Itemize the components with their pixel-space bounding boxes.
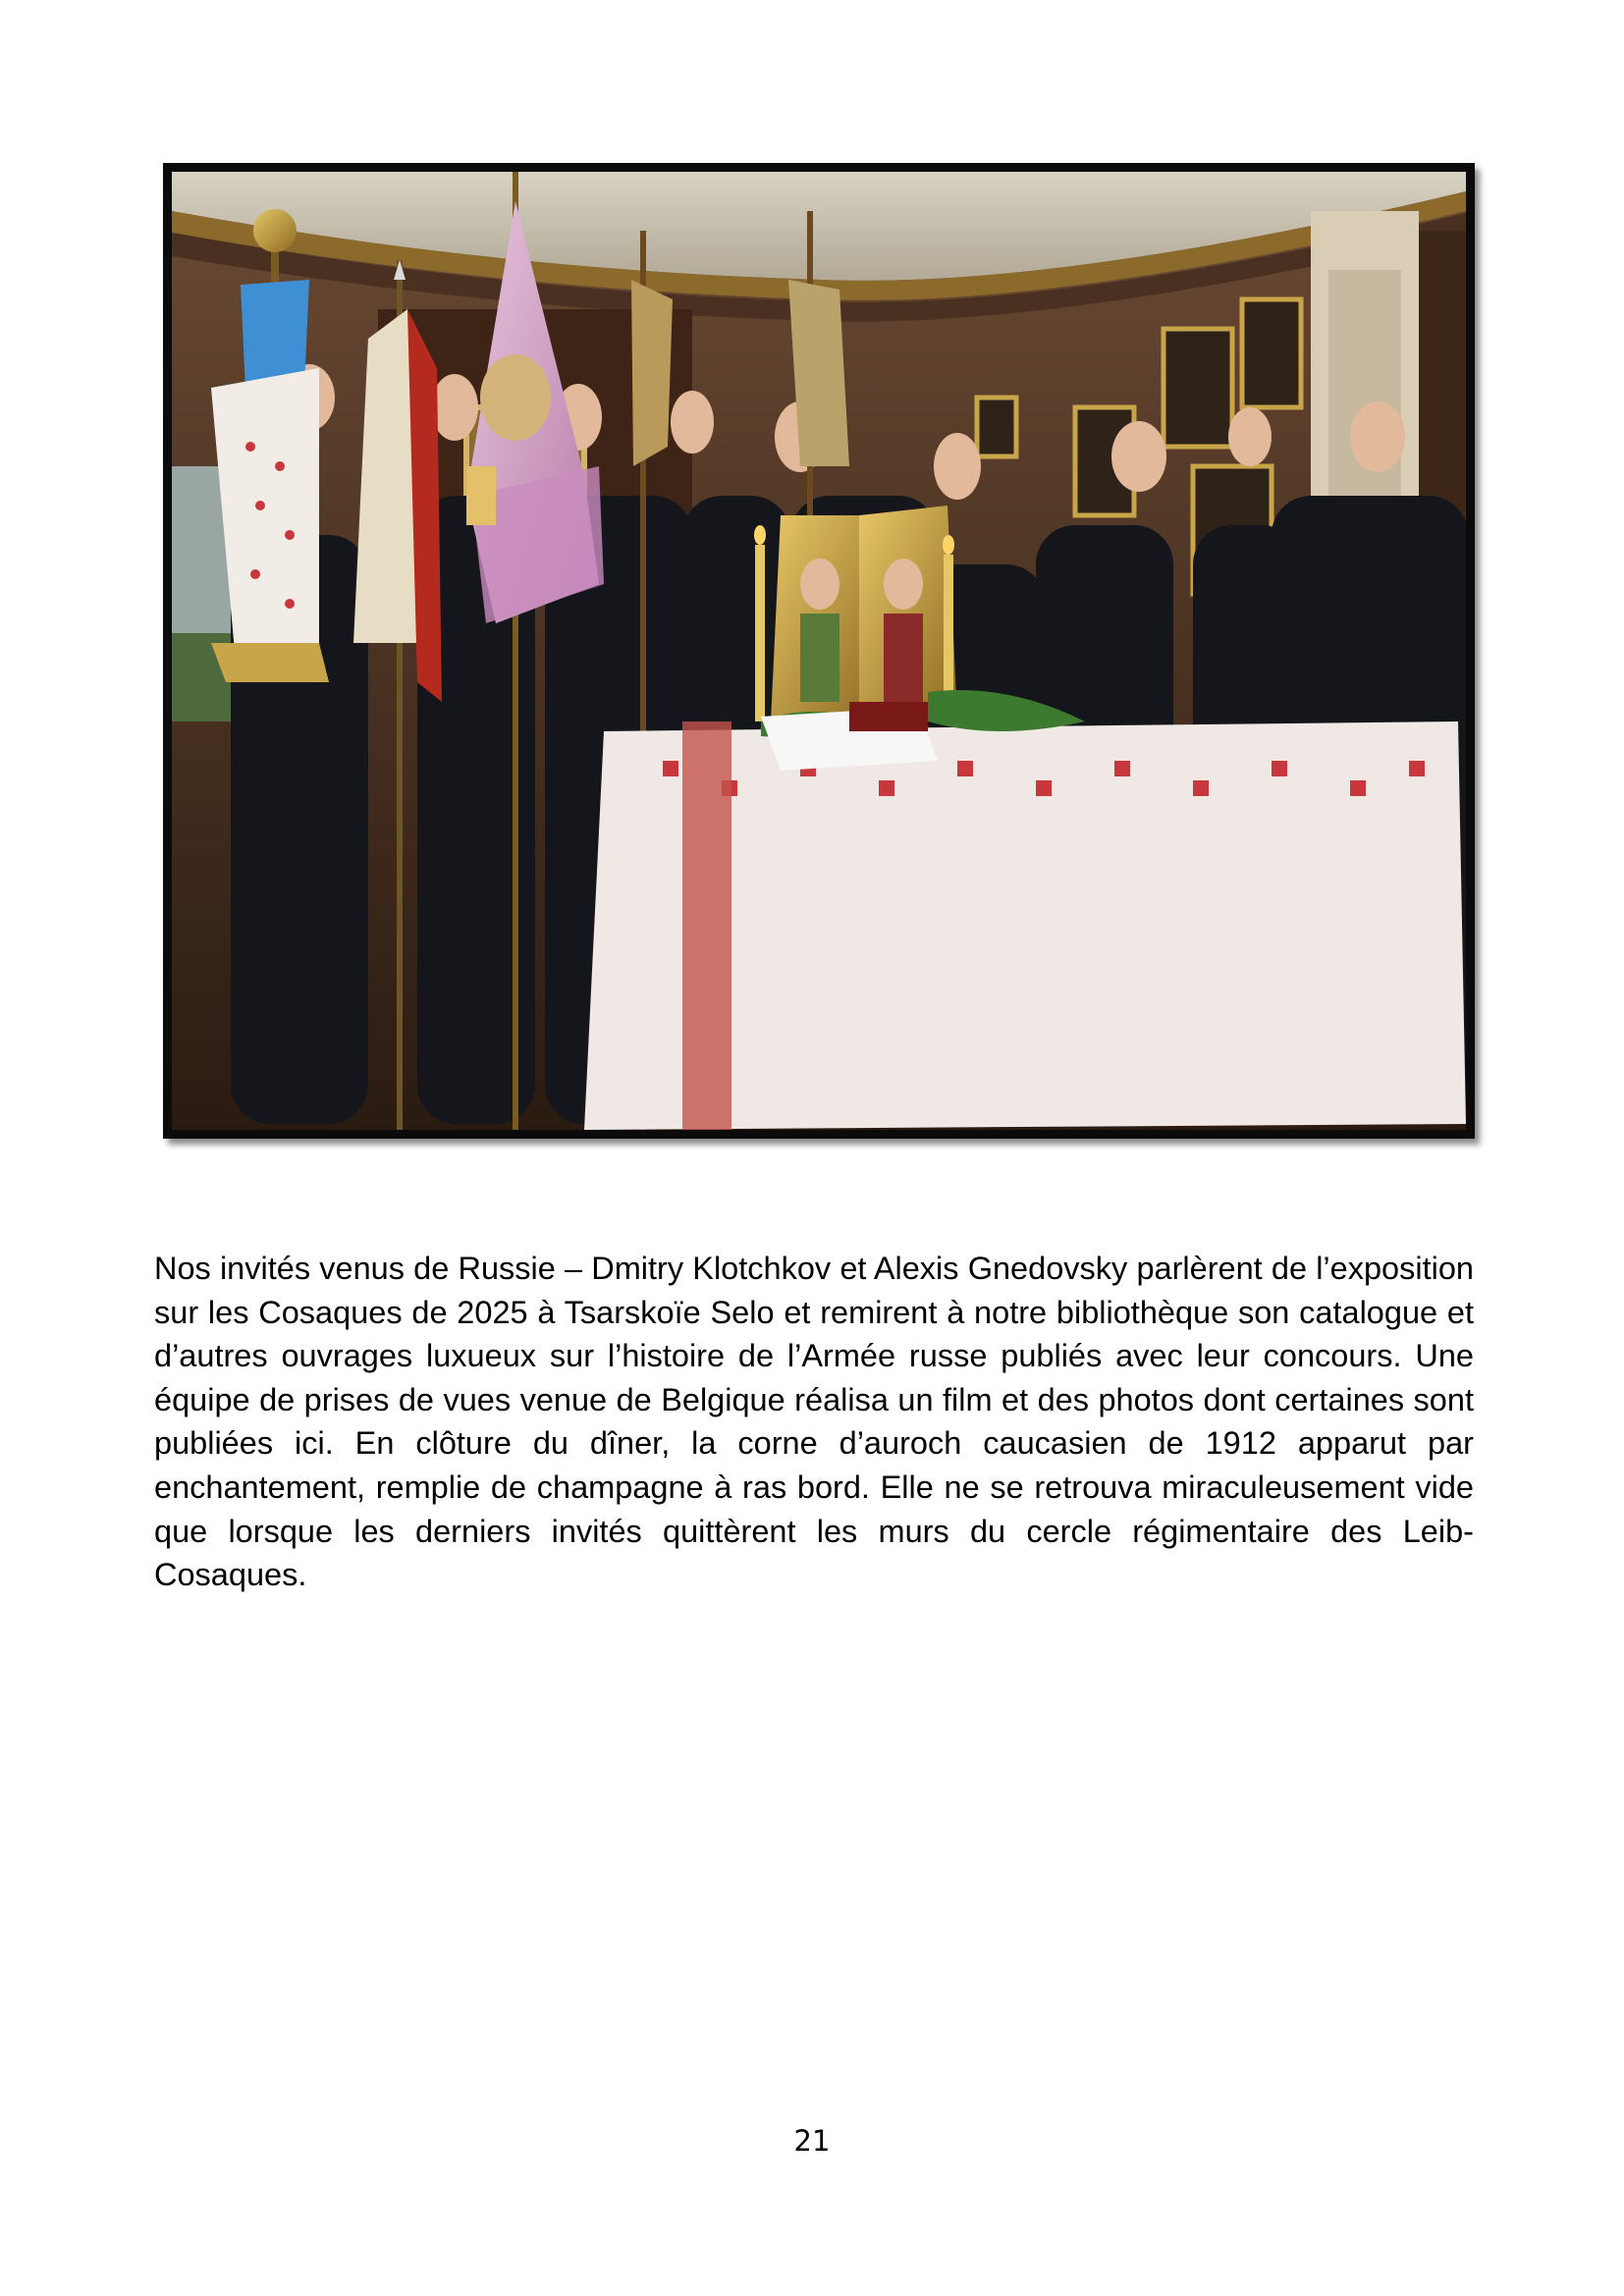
photo-illustration <box>172 172 1466 1130</box>
page-number: 21 <box>793 2124 831 2158</box>
body-paragraph: Nos invités venus de Russie – Dmitry Klotchkov et Alexis Gnedovsky parlèrent de l’exposition sur les Cosaques de 2025 à Tsarskoïe Selo et remirent à notre bibliothèque son catalogue et d’autres ouvrages luxueux sur l’histoire de l’Armée russe publiés avec leur concours. Une équipe de prises de vues venue de Belgique réalisa un film et des photos dont certaines sont publiées ici. En clôture du dîner, la corne d’auroch caucasien de 1912 apparut par enchantement, remplie de champagne à ras bord. Elle ne se retrouva miraculeusement vide que lorsque les derniers invités quittèrent les murs du cercle régimentaire des Leib-Cosaques. <box>154 1251 1474 1593</box>
triptych-icon <box>771 506 957 721</box>
ceremony-photo <box>163 163 1475 1139</box>
